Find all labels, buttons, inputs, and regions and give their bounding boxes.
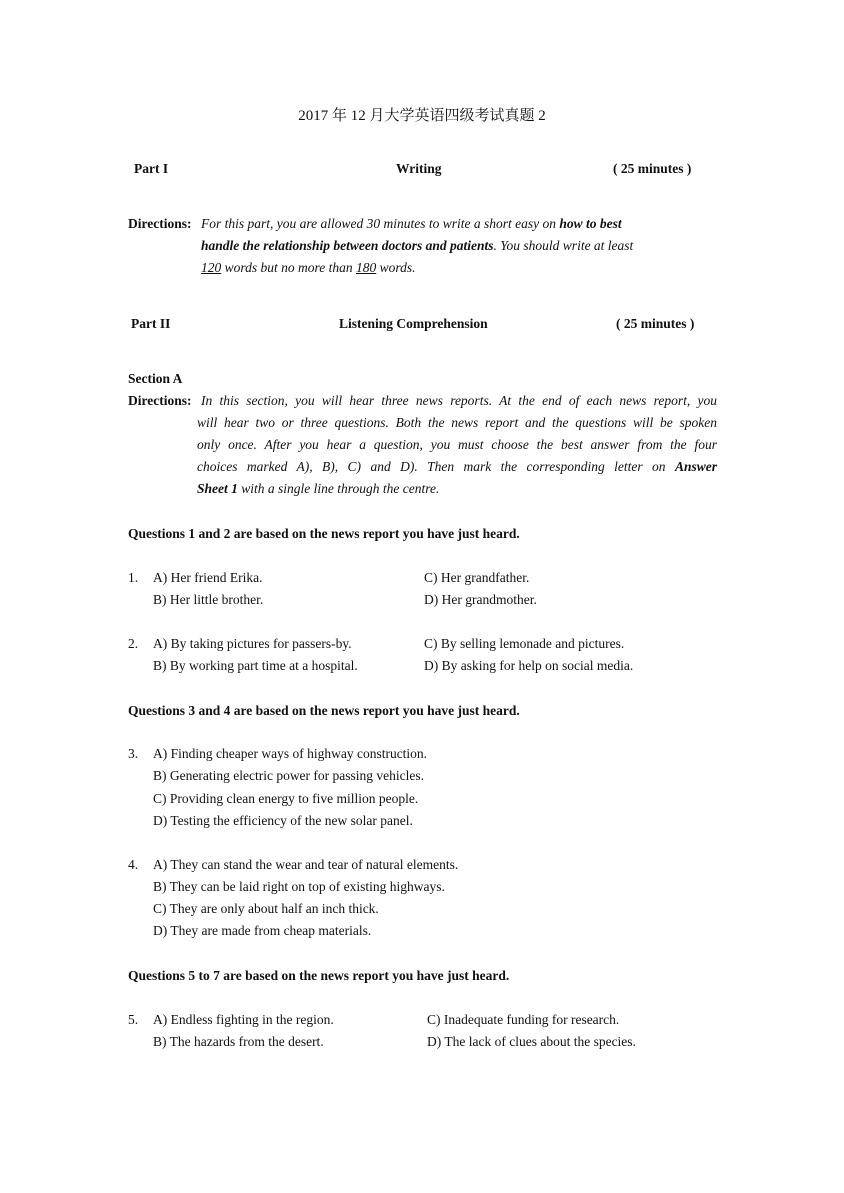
part1-label: Part I	[134, 161, 169, 176]
option-b: B) The hazards from the desert.	[153, 1034, 324, 1049]
page-title: 2017 年 12 月大学英语四级考试真题 2	[298, 108, 546, 124]
writing-directions-text: For this part, you are allowed 30 minutes to write a short easy on	[201, 216, 560, 231]
answer-sheet-ref: Answer	[674, 459, 717, 474]
option-d: D) The lack of clues about the species.	[427, 1034, 636, 1049]
question-number: 1.	[128, 570, 139, 585]
section-a-label: Section A	[128, 371, 183, 386]
question-number: 4.	[128, 857, 139, 872]
section-a-directions-line-1: In this section, you will hear three news reports. At the end of each news report, you	[201, 393, 717, 408]
option-a: A) They can stand the wear and tear of natural elements.	[153, 857, 459, 872]
min-words: 120	[201, 260, 222, 275]
option-b: B) By working part time at a hospital.	[153, 658, 358, 673]
writing-directions-text: words but no more than	[221, 260, 357, 275]
option-c: C) By selling lemonade and pictures.	[424, 636, 625, 651]
writing-directions-line-2	[201, 235, 633, 257]
writing-directions-line-1	[201, 213, 622, 235]
section-a-directions-line-4	[197, 456, 717, 478]
writing-topic: how to best	[559, 216, 622, 231]
answer-sheet-ref: Sheet 1	[197, 481, 238, 496]
question-group-heading: Questions 3 and 4 are based on the news report you have just heard.	[128, 703, 520, 718]
option-a: A) Finding cheaper ways of highway construction.	[153, 746, 428, 761]
option-a: A) Endless fighting in the region.	[153, 1012, 334, 1027]
part1-time: ( 25 minutes )	[613, 161, 692, 176]
question-number: 5.	[128, 1012, 139, 1027]
option-c: C) Providing clean energy to five million people.	[153, 791, 419, 806]
max-words: 180	[356, 260, 377, 275]
section-a-directions-label: Directions:	[128, 393, 192, 408]
part2-time: ( 25 minutes )	[616, 316, 695, 331]
section-a-directions-text: choices marked A), B), C) and D). Then mark the corresponding letter on	[197, 459, 675, 474]
option-b: B) Generating electric power for passing vehicles.	[153, 768, 425, 783]
section-a-directions-line-2: will hear two or three questions. Both the news report and the questions will be spoken	[197, 415, 717, 430]
question-number: 3.	[128, 746, 139, 761]
option-a: A) Her friend Erika.	[153, 570, 263, 585]
option-c: C) They are only about half an inch thick.	[153, 901, 379, 916]
question-group-heading: Questions 5 to 7 are based on the news report you have just heard.	[128, 968, 510, 983]
part1-name: Writing	[396, 161, 442, 176]
option-d: D) They are made from cheap materials.	[153, 923, 372, 938]
option-d: D) By asking for help on social media.	[424, 658, 634, 673]
option-d: D) Testing the efficiency of the new solar panel.	[153, 813, 413, 828]
option-d: D) Her grandmother.	[424, 592, 537, 607]
option-b: B) Her little brother.	[153, 592, 264, 607]
option-c: C) Inadequate funding for research.	[427, 1012, 620, 1027]
writing-directions-text: words.	[376, 260, 416, 275]
option-b: B) They can be laid right on top of existing highways.	[153, 879, 445, 894]
part2-name: Listening Comprehension	[339, 316, 488, 331]
writing-directions-text: . You should write at least	[493, 238, 634, 253]
section-a-directions-text: with a single line through the centre.	[237, 481, 440, 496]
question-group-heading: Questions 1 and 2 are based on the news report you have just heard.	[128, 526, 520, 541]
section-a-directions-line-3: only once. After you hear a question, you must choose the best answer from the four	[197, 437, 717, 452]
writing-topic-cont: handle the relationship between doctors and patients	[201, 238, 494, 253]
writing-directions-label: Directions:	[128, 216, 192, 231]
section-a-directions-line-5	[197, 478, 439, 500]
writing-directions-line-3	[201, 257, 416, 279]
option-c: C) Her grandfather.	[424, 570, 530, 585]
question-number: 2.	[128, 636, 139, 651]
part2-label: Part II	[131, 316, 171, 331]
option-a: A) By taking pictures for passers-by.	[153, 636, 352, 651]
